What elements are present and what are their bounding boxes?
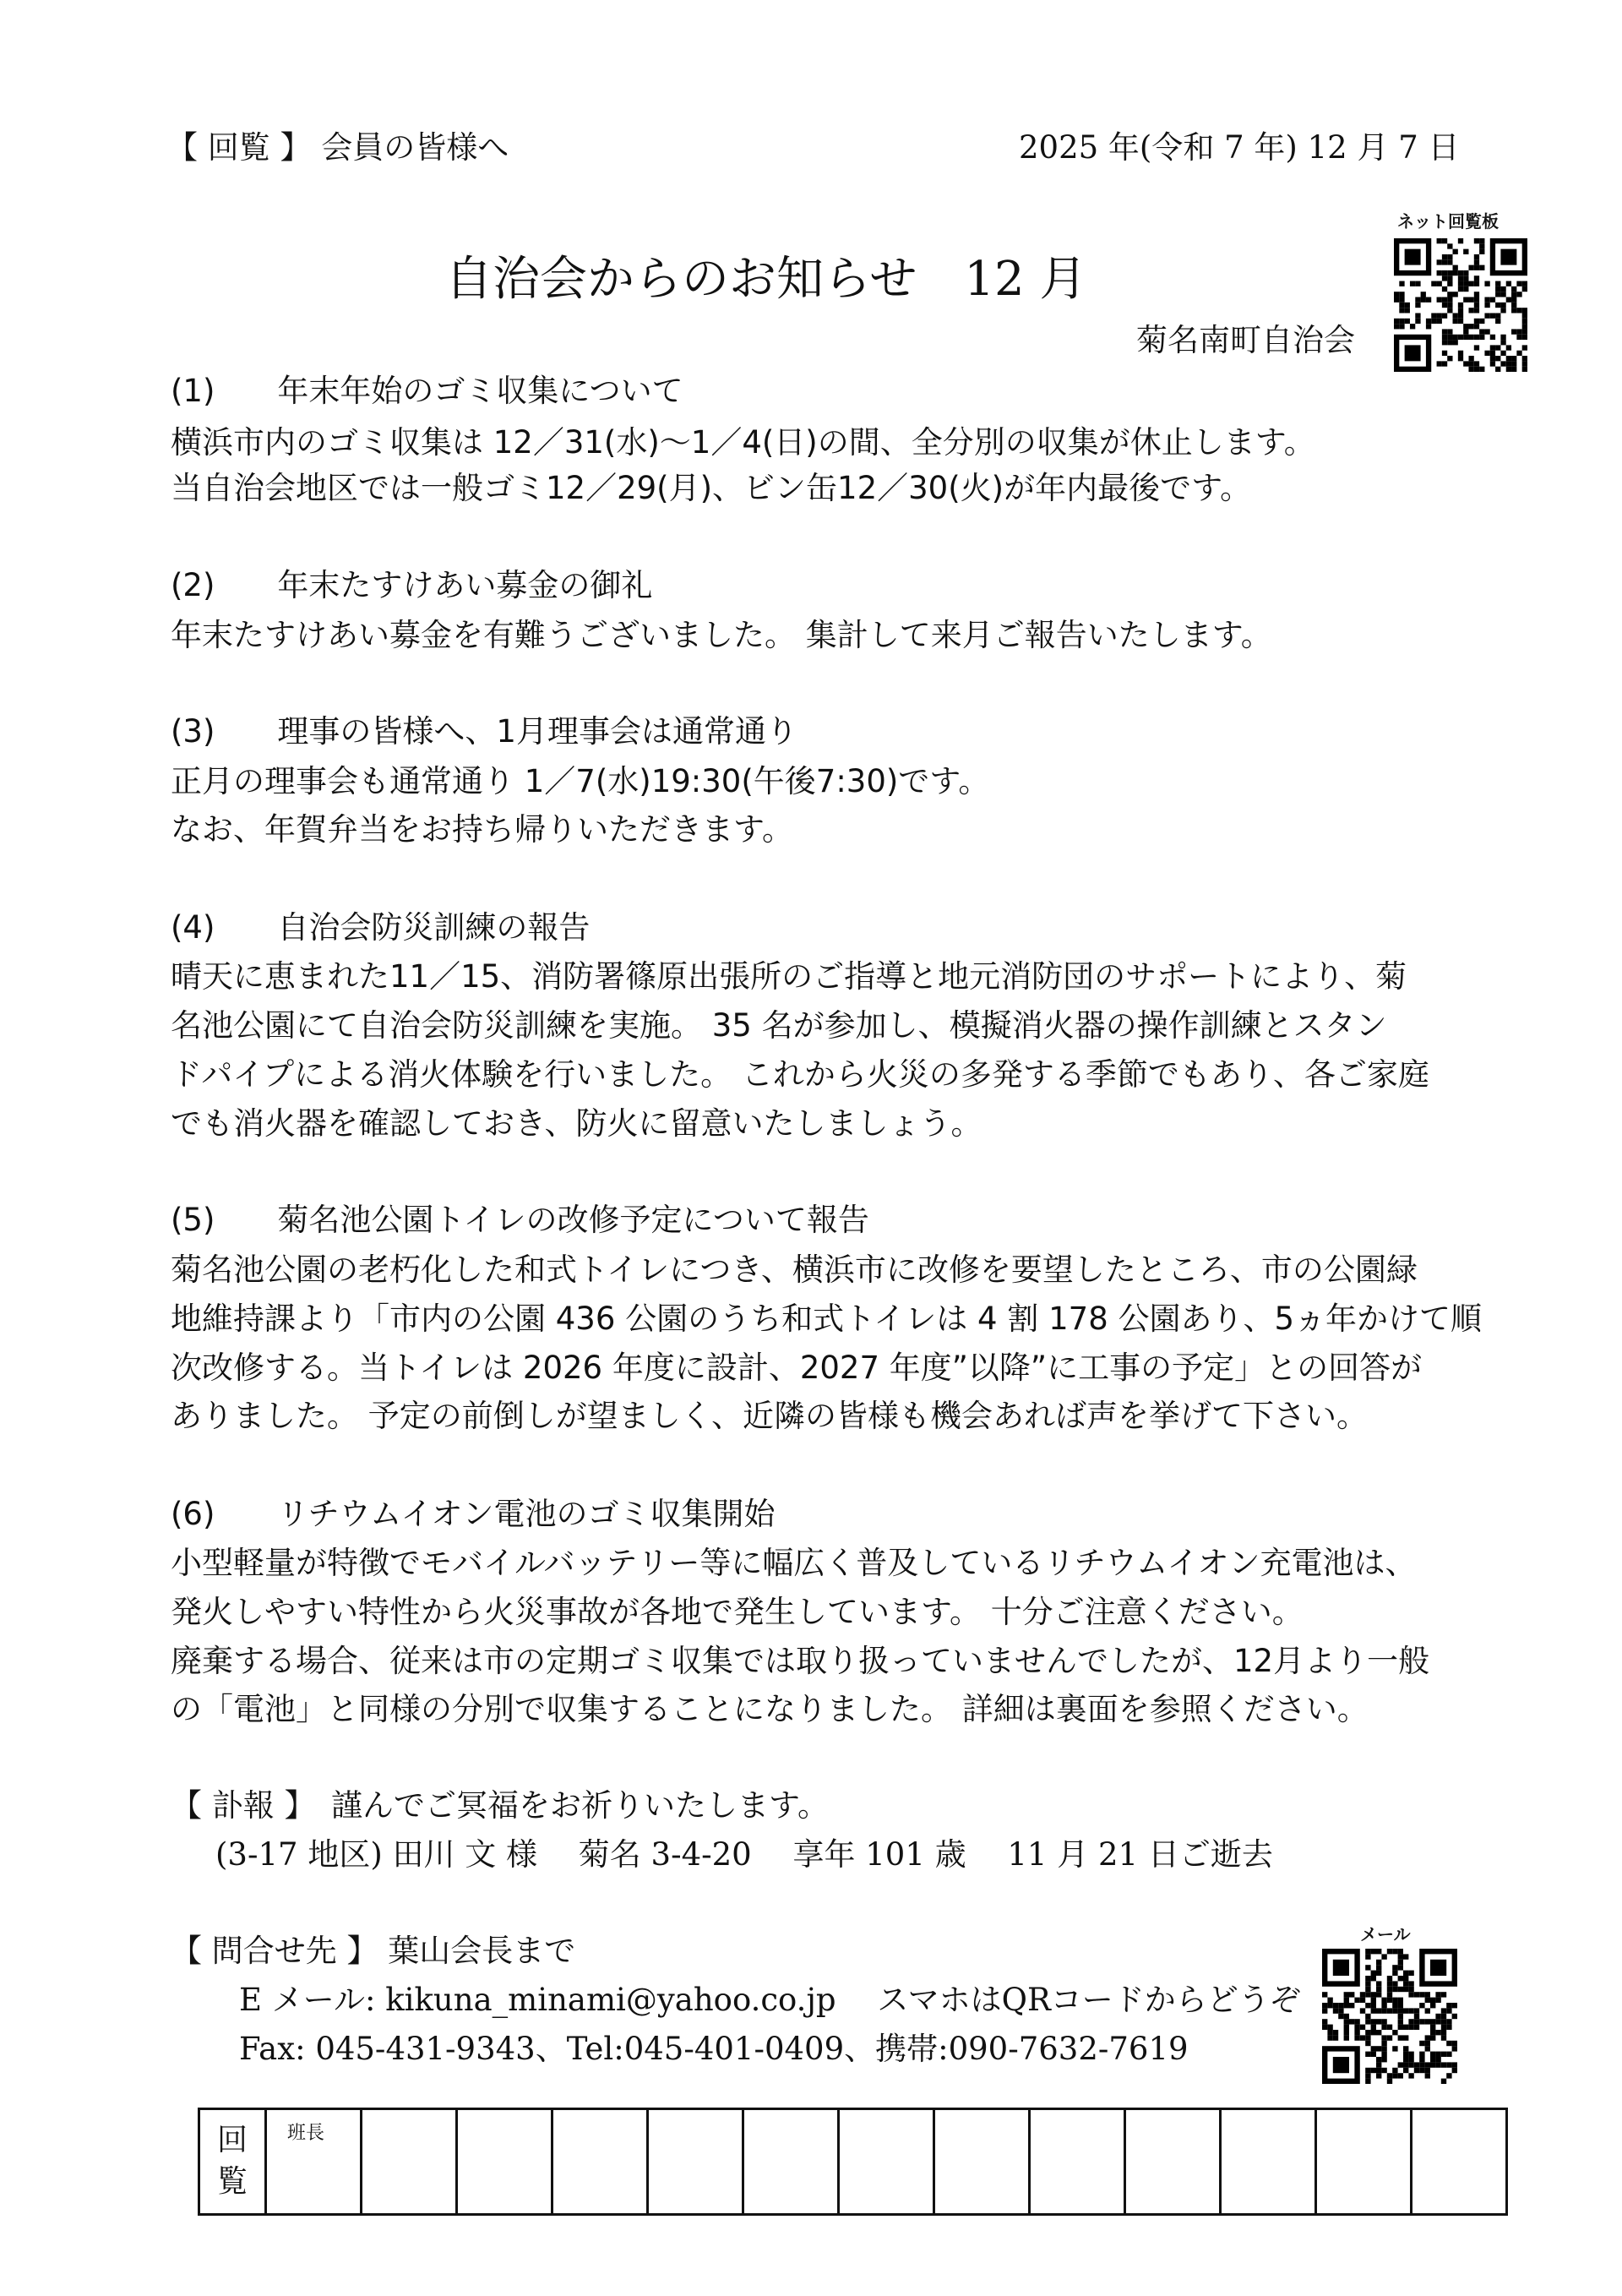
circulation-cell — [1412, 2109, 1507, 2215]
circulation-cell — [457, 2109, 552, 2215]
section-heading: (3) 理事の皆様へ、1月理事会は通常通り — [171, 713, 797, 750]
section-line: 正月の理事会も通常通り 1／7(水)19:30(午後7:30)です。 — [171, 763, 990, 799]
circulation-cell-hancho — [266, 2109, 362, 2215]
circulation-cell — [1125, 2109, 1221, 2215]
contact-heading: 【 問合せ先 】 葉山会長まで — [171, 1933, 576, 1969]
obituary-detail: (3-17 地区) 田川 文 様 菊名 3-4-20 享年 101 歳 11 月 21 日ご逝去 — [215, 1836, 1273, 1873]
section-heading: (5) 菊名池公園トイレの改修予定について報告 — [171, 1202, 869, 1238]
circulation-table — [198, 2108, 1508, 2216]
section-heading: (6) リチウムイオン電池のゴミ収集開始 — [171, 1496, 776, 1532]
qr-code-icon[interactable] — [1394, 238, 1527, 372]
section-line: 当自治会地区では一般ゴミ12／29(月)、ビン缶12／30(火)が年内最後です。 — [171, 470, 1252, 506]
team-leader-label: 班長 — [287, 2123, 325, 2144]
organization-name: 菊名南町自治会 — [1136, 322, 1355, 358]
circulation-cell — [648, 2109, 743, 2215]
section-line: 廃棄する場合、従来は市の定期ゴミ収集では取り扱っていませんでしたが、12月より一般 — [171, 1643, 1430, 1679]
circulation-cell — [839, 2109, 934, 2215]
circulation-cell — [1316, 2109, 1412, 2215]
page-title: 自治会からのお知らせ 12 月 — [445, 252, 1087, 307]
circulation-cell — [362, 2109, 457, 2215]
qr-label-net-kairanban: ネット回覧板 — [1397, 211, 1499, 232]
section-line: 横浜市内のゴミ収集は 12／31(水)～1／4(日)の間、全分別の収集が休止します。 — [171, 424, 1315, 461]
circulation-cell — [1221, 2109, 1316, 2215]
circulation-label: 覧 — [216, 2164, 248, 2199]
circulation-label: 回 — [216, 2123, 248, 2158]
qr-code-icon[interactable] — [1322, 1949, 1457, 2084]
circulation-header: 【 回覧 】 会員の皆様へ — [166, 129, 509, 166]
circulation-label-cell — [199, 2109, 266, 2215]
section-line: 菊名池公園の老朽化した和式トイレにつき、横浜市に改修を要望したところ、市の公園緑 — [171, 1252, 1418, 1288]
section-line: 名池公園にて自治会防災訓練を実施。 35 名が参加し、模擬消火器の操作訓練とスタン — [171, 1007, 1387, 1044]
section-line: 発火しやすい特性から火災事故が各地で発生しています。 十分ご注意ください。 — [171, 1594, 1304, 1630]
section-line: でも消火器を確認しておき、防火に留意いたしましょう。 — [171, 1105, 982, 1142]
section-line: ありました。 予定の前倒しが望ましく、近隣の皆様も機会あれば声を挙げて下さい。 — [171, 1398, 1369, 1434]
section-line: 次改修する。当トイレは 2026 年度に設計、2027 年度”以降”に工事の予定」との回答が — [171, 1350, 1423, 1386]
circulation-cell — [1030, 2109, 1125, 2215]
section-line: なお、年賀弁当をお持ち帰りいただきます。 — [171, 811, 794, 848]
obituary-heading: 【 訃報 】 謹んでご冥福をお祈りいたします。 — [171, 1787, 830, 1824]
section-line: 小型軽量が特徴でモバイルバッテリー等に幅広く普及しているリチウムイオン充電池は、 — [171, 1545, 1417, 1581]
section-line: 晴天に恵まれた11／15、消防署篠原出張所のご指導と地元消防団のサポートにより、菊 — [171, 958, 1407, 995]
section-line: 地維持課より「市内の公園 436 公園のうち和式トイレは 4 割 178 公園あり、5ヵ年かけて順 — [171, 1301, 1483, 1337]
qr-label-mail: メール — [1360, 1924, 1411, 1944]
circulation-cell — [552, 2109, 648, 2215]
section-line: ドパイプによる消火体験を行いました。 これから火災の多発する季節でもあり、各ご家庭 — [171, 1056, 1429, 1093]
section-heading: (4) 自治会防災訓練の報告 — [171, 909, 591, 946]
circulation-cell — [743, 2109, 839, 2215]
contact-email[interactable]: E メール: kikuna_minami@yahoo.co.jp スマホはQRコードからどうぞ — [239, 1982, 1301, 2018]
circulation-cell — [934, 2109, 1030, 2215]
section-line: の「電池」と同様の分別で収集することになりました。 詳細は裏面を参照ください。 — [171, 1691, 1369, 1727]
section-heading: (1) 年末年始のゴミ収集について — [171, 373, 683, 409]
contact-phones: Fax: 045-431-9343、Tel:045-401-0409、携帯:090-7632-7619 — [239, 2031, 1189, 2067]
section-line: 年末たすけあい募金を有難うございました。 集計して来月ご報告いたします。 — [171, 617, 1272, 653]
issue-date: 2025 年(令和 7 年) 12 月 7 日 — [1019, 129, 1460, 166]
section-heading: (2) 年末たすけあい募金の御礼 — [171, 567, 653, 603]
